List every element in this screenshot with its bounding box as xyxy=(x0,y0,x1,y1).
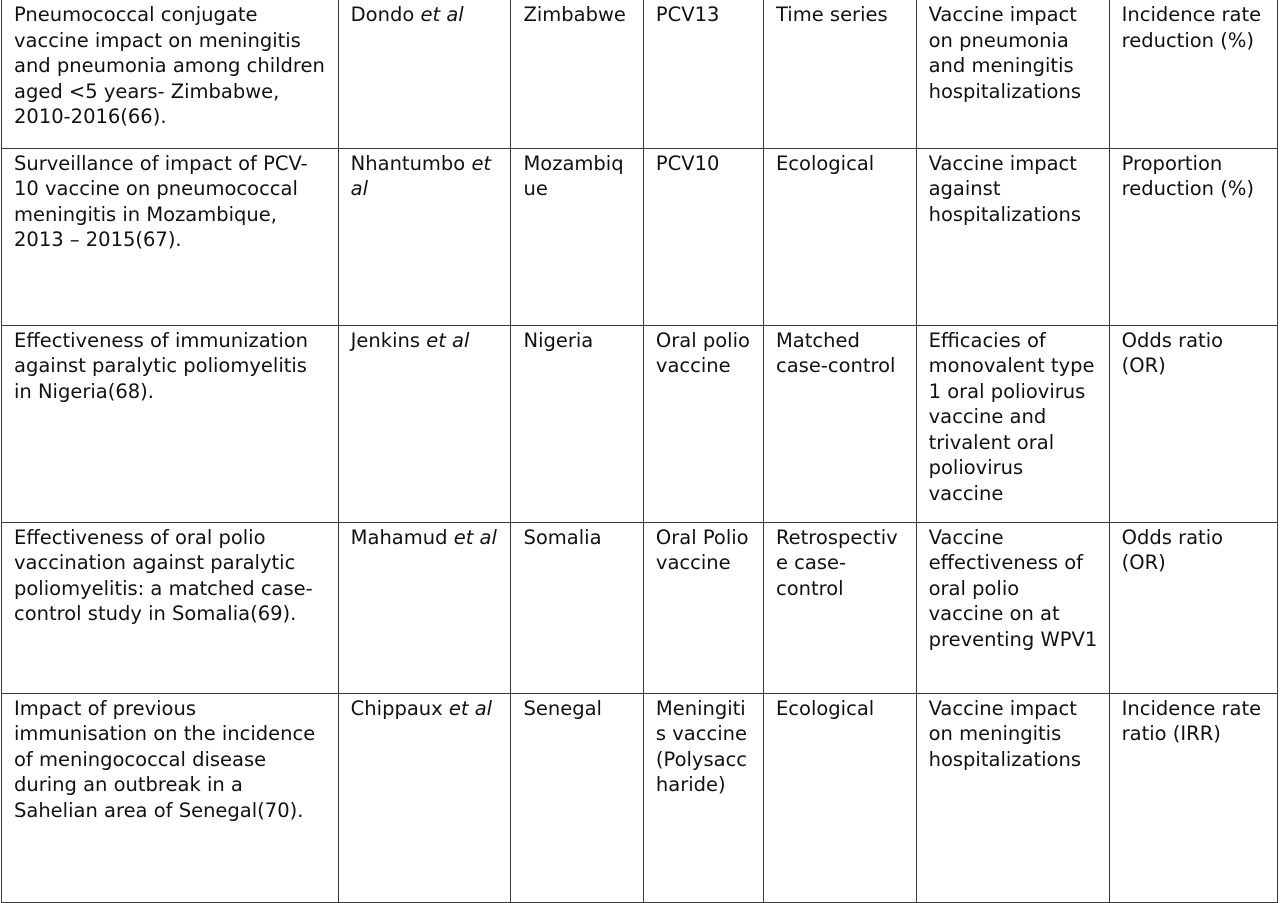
vaccine-cell: Oral polio vaccine xyxy=(643,325,763,522)
country-cell: Senegal xyxy=(511,693,643,902)
outcome-cell: Vaccine effectiveness of oral polio vaccine on at preventing WPV1 xyxy=(916,522,1109,693)
author-cell xyxy=(338,148,511,325)
author-name: Jenkins xyxy=(350,328,421,352)
measure-cell: Odds ratio (OR) xyxy=(1109,522,1277,693)
author-cell xyxy=(338,325,511,522)
study-title-cell: Surveillance of impact of PCV-10 vaccine on pneumococcal meningitis in Mozambique, 2013 – 2015(67). xyxy=(2,148,339,325)
author-cell xyxy=(338,522,511,693)
design-cell: Time series xyxy=(763,0,916,148)
table-row xyxy=(2,325,1278,522)
measure-cell: Proportion reduction (%) xyxy=(1109,148,1277,325)
design-cell: Matched case-control xyxy=(763,325,916,522)
country-cell: Somalia xyxy=(511,522,643,693)
outcome-cell: Vaccine impact on meningitis hospitalizations xyxy=(916,693,1109,902)
design-cell: Ecological xyxy=(763,148,916,325)
author-name: Chippaux xyxy=(350,696,443,720)
country-cell: Zimbabwe xyxy=(511,0,643,148)
outcome-cell: Efficacies of monovalent type 1 oral poliovirus vaccine and trivalent oral poliovirus vaccine xyxy=(916,325,1109,522)
vaccine-cell: PCV13 xyxy=(643,0,763,148)
measure-cell: Odds ratio (OR) xyxy=(1109,325,1277,522)
outcome-cell: Vaccine impact on pneumonia and meningitis hospitalizations xyxy=(916,0,1109,148)
author-name: Nhantumbo xyxy=(350,151,466,175)
author-name: Mahamud xyxy=(350,525,448,549)
author-et-al: et al xyxy=(453,525,497,549)
table-row xyxy=(2,148,1278,325)
author-et-al: et al xyxy=(420,3,464,26)
vaccine-cell: PCV10 xyxy=(643,148,763,325)
study-title-cell: Effectiveness of oral polio vaccination against paralytic poliomyelitis: a matched case-control study in Somalia(69). xyxy=(2,522,339,693)
study-title-cell: Effectiveness of immunization against paralytic poliomyelitis in Nigeria(68). xyxy=(2,325,339,522)
outcome-cell: Vaccine impact against hospitalizations xyxy=(916,148,1109,325)
measure-cell: Incidence rate reduction (%) xyxy=(1109,0,1277,148)
table-row xyxy=(2,693,1278,902)
author-cell xyxy=(338,0,511,148)
studies-table xyxy=(1,0,1278,903)
author-name: Dondo xyxy=(350,3,415,26)
vaccine-cell: Meningitis vaccine (Polysaccharide) xyxy=(643,693,763,902)
vaccine-cell: Oral Polio vaccine xyxy=(643,522,763,693)
author-et-al: et al xyxy=(350,151,492,201)
country-cell: Mozambique xyxy=(511,148,643,325)
country-cell: Nigeria xyxy=(511,325,643,522)
table-row xyxy=(2,522,1278,693)
author-et-al: et al xyxy=(448,696,493,720)
table-row xyxy=(2,0,1278,148)
author-cell xyxy=(338,693,511,902)
measure-cell: Incidence rate ratio (IRR) xyxy=(1109,693,1277,902)
author-et-al: et al xyxy=(426,328,470,352)
study-title-cell: Impact of previous immunisation on the incidence of meningococcal disease during an outbreak in a Sahelian area of Senegal(70). xyxy=(2,693,339,902)
study-title-cell: Pneumococcal conjugate vaccine impact on meningitis and pneumonia among children aged <5 years- Zimbabwe, 2010-2016(66). xyxy=(2,0,339,148)
design-cell: Ecological xyxy=(763,693,916,902)
design-cell: Retrospective case-control xyxy=(763,522,916,693)
